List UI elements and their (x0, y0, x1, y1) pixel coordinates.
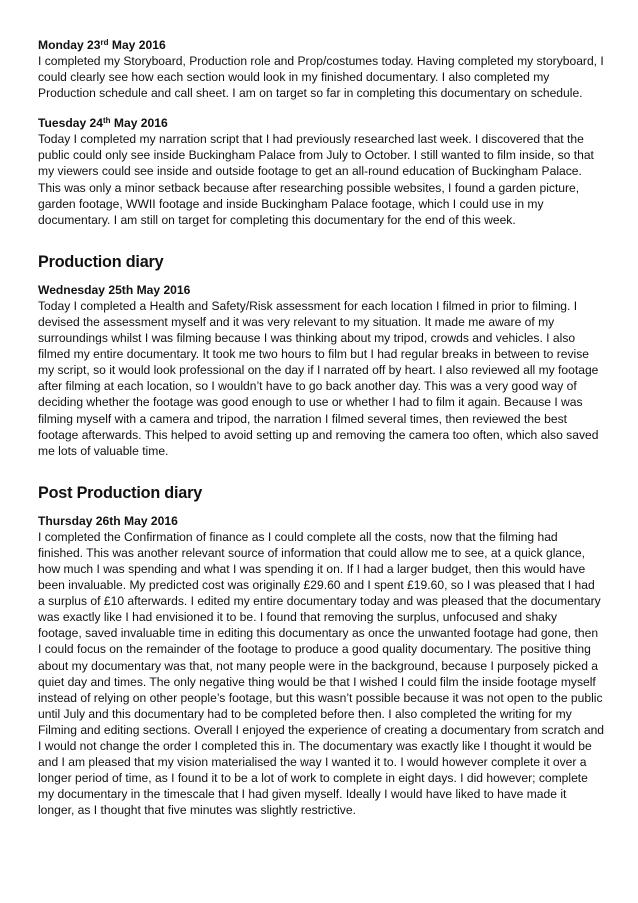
entry-body-wednesday: Today I completed a Health and Safety/Risk assessment for each location I filmed in prior to filming. I devised the assessment myself and it was very relevant to my situation. It made me aware of my surroundings whilst I was filming because I was thinking about my tripod, crowds and vehicles. I also filmed my entire documentary. It took me two hours to film but I had regular breaks in between to revise my script, so it would look professional on the day if I narrated off by heart. I also reviewed all my footage after filming at each location, so I wouldn’t have to go back another day. This was a very good way of deciding whether the footage was good enough to use or whether I had to film it again. Because I was filming myself with a camera and tripod, the narration I filmed several times, then reviewed the best footage afterwards. This helped to avoid setting up and removing the camera too often, which also saved me lots of valuable time. (38, 298, 599, 458)
entry-body-thursday: I completed the Confirmation of finance as I could complete all the costs, now that the filming had finished. This was another relevant source of information that could allow me to see, at a quick glance, how much I was spending and what I was spending it on. If I had a larger budget, then this would have been invaluable. My predicted cost was originally £29.60 and I spent £19.60, so I was pleased that I had a surplus of £10 afterwards. I edited my entire documentary today and was pleased that the documentary was exactly like I had envisioned it to be. I found that removing the surplus, unfocused and shaky footage, saved invaluable time in editing this documentary as once the unwanted footage had gone, then I could focus on the remainder of the footage to produce a good quality documentary. The positive thing about my documentary was that, not many people were in the background, because I purposely picked a quiet day and times. The only negative thing would be that I wished I could film the inside footage myself instead of relying on other people’s footage, but this wasn’t possible because it was not open to the public until July and this documentary had to be completed before then. I also completed the writing for my Filming and editing sections. Overall I enjoyed the experience of creating a documentary from scratch and I would not change the order I completed this in. The documentary was exactly like I thought it would be and I am pleased that my vision materialised the way I wanted it to. I would however complete it over a longer period of time, as I found it to be a lot of work to complete in eight days. I did however; complete my documentary in the timescale that I had given myself. Ideally I would have liked to have made it longer, as I thought that five minutes was slightly restrictive. (38, 529, 605, 818)
diary-content (38, 37, 604, 818)
entry-date-tuesday: Tuesday 24th May 2016 (38, 116, 168, 131)
entry-date-thursday: Thursday 26th May 2016 (38, 513, 178, 528)
production-diary-heading: Production diary (38, 252, 164, 271)
entry-date-monday: Monday 23rd May 2016 (38, 38, 166, 52)
entry-date-wednesday: Wednesday 25th May 2016 (38, 282, 191, 297)
post-production-diary-heading: Post Production diary (38, 483, 202, 502)
entry-body-tuesday: Today I completed my narration script that I had previously researched last week. I discovered that the public could only see inside Buckingham Palace from July to October. I still wanted to film inside, so that my viewers could see inside and outside footage to get an all-round education of Buckingham Palace. This was only a minor setback because after researching possible websites, I found a garden picture, garden footage, WWII footage and inside Buckingham Palace footage, which I could use in my documentary. I am still on target for completing this documentary for the end of this week. (38, 132, 594, 227)
entry-body-monday: I completed my Storyboard, Production role and Prop/costumes today. Having completed my storyboard, I could clearly see how each section would look in my finished documentary. I also completed my Production schedule and call sheet. I am on target so far in completing this documentary on schedule. (38, 54, 604, 101)
